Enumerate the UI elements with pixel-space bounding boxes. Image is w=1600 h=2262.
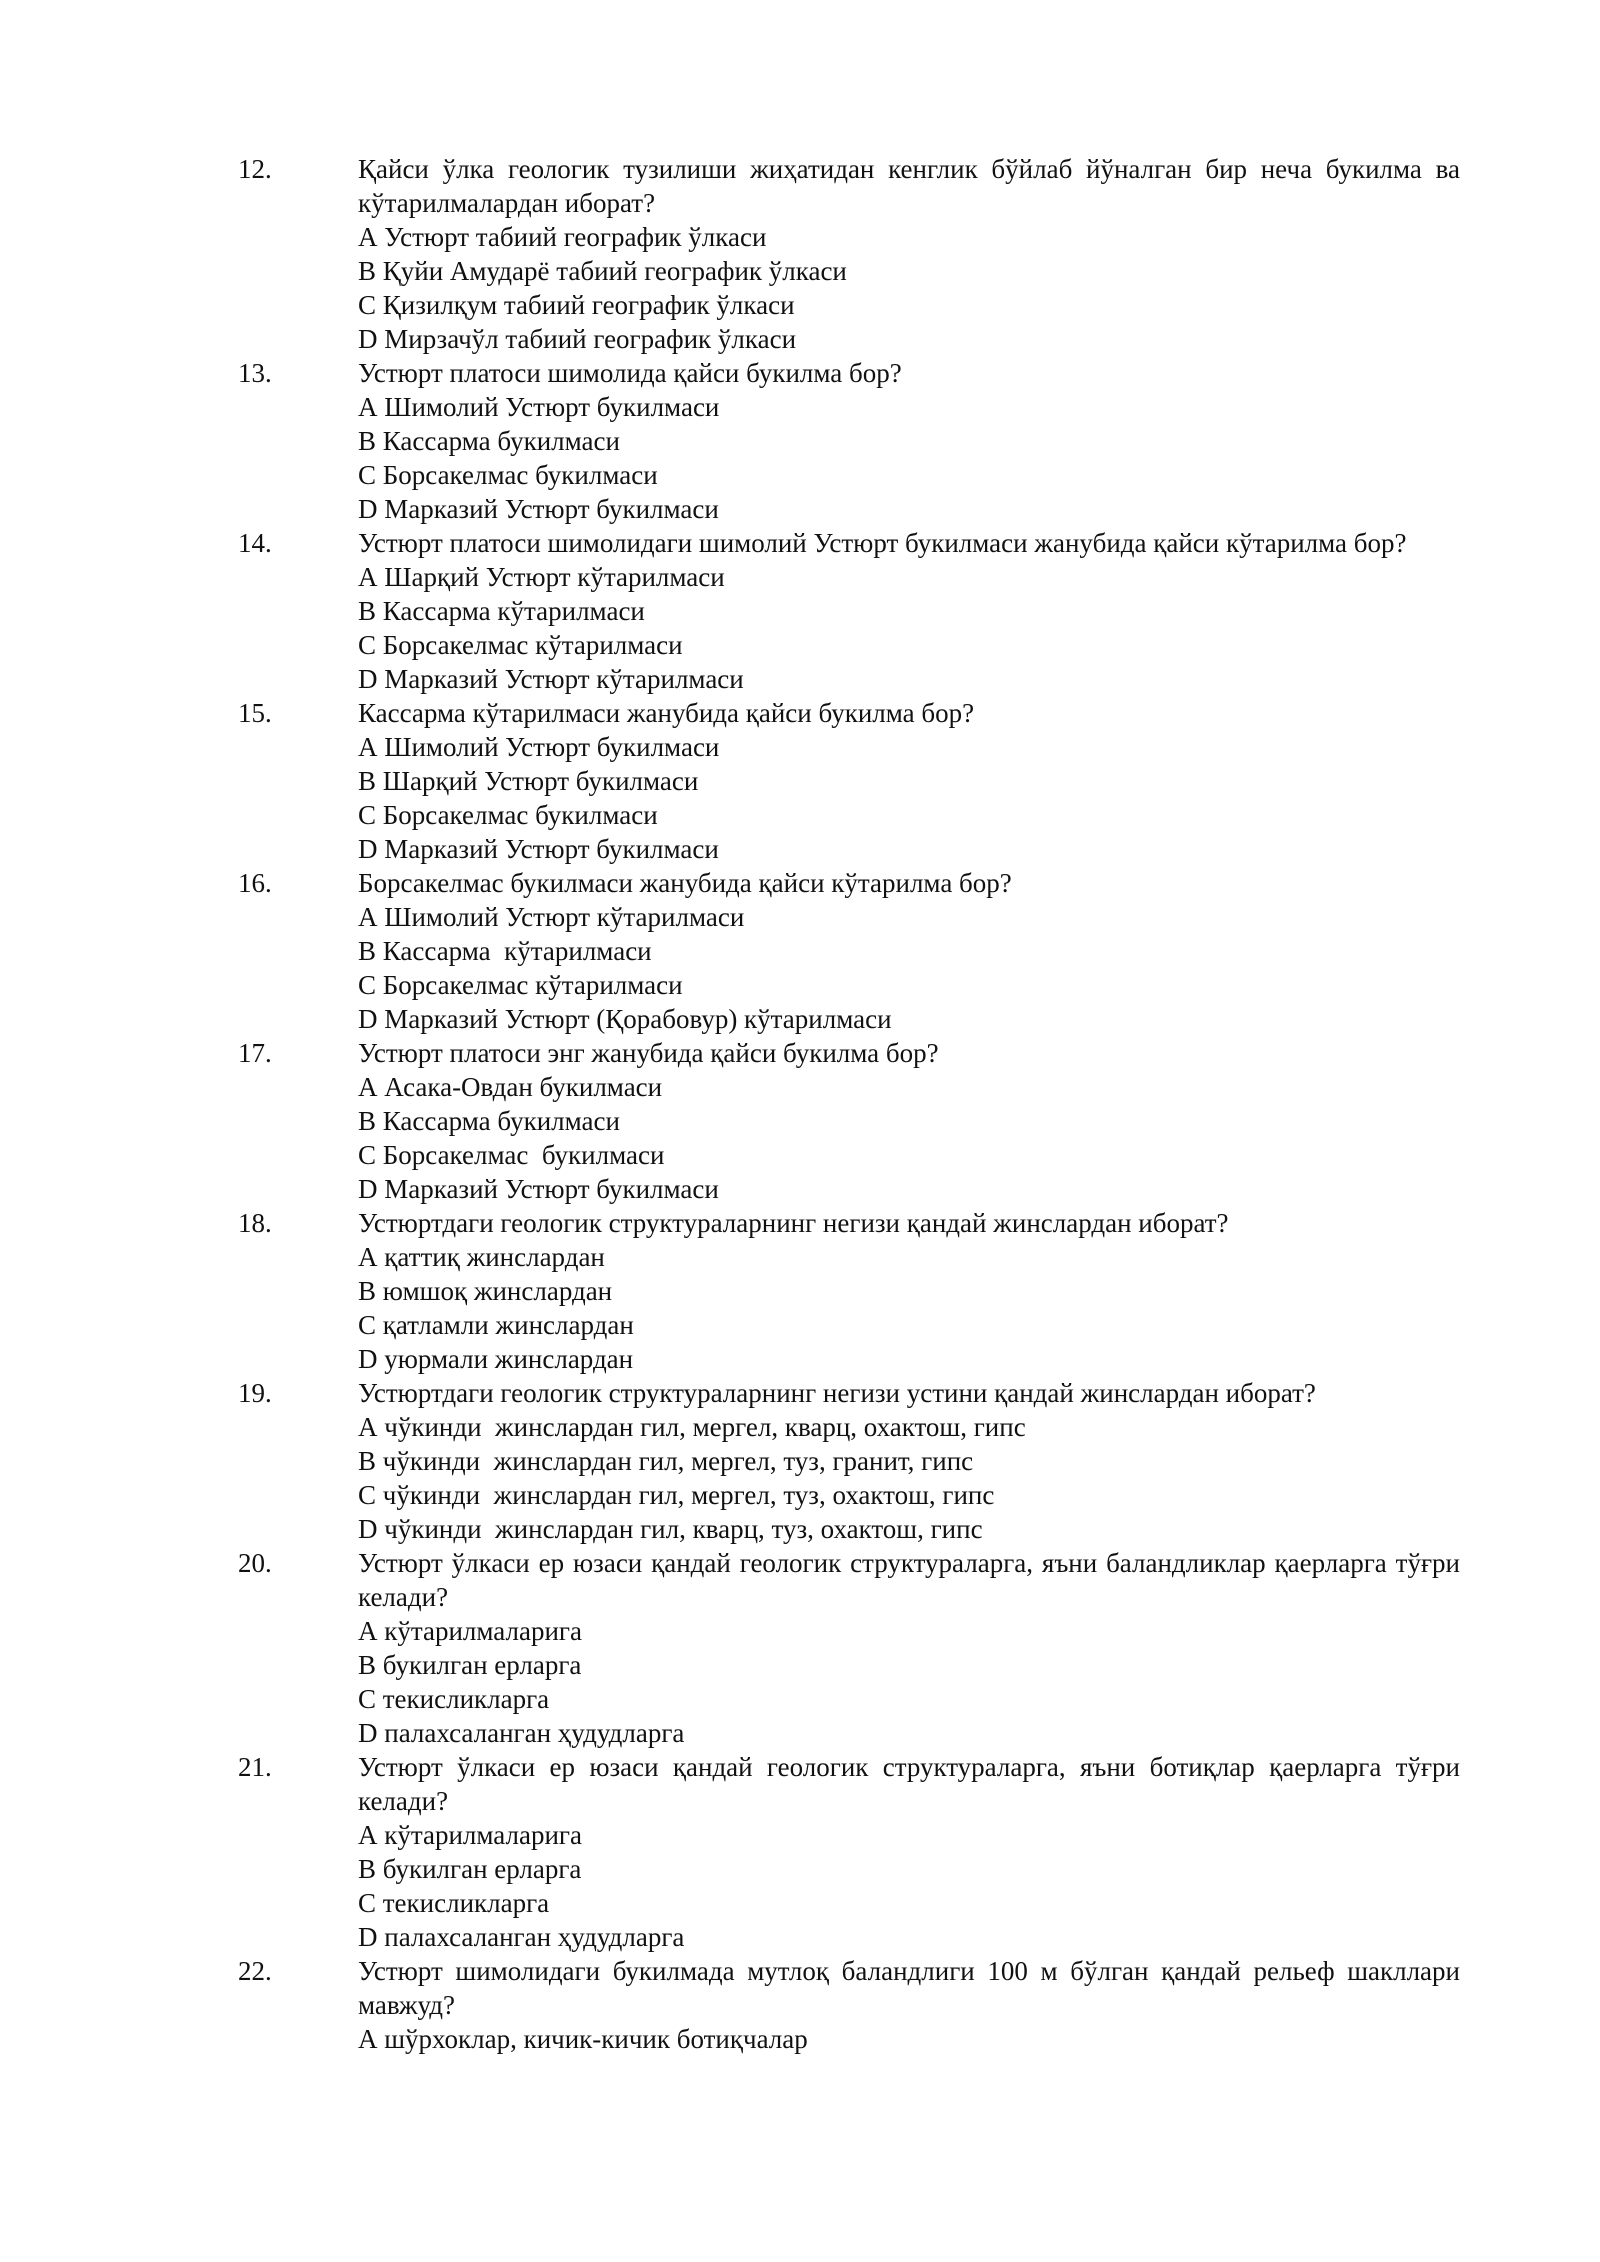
answer-option: D Марказий Устюрт букилмаси (358, 1174, 719, 1204)
answer-option: В букилган ерларга (358, 1854, 582, 1884)
question-number: 13. (238, 358, 272, 388)
answer-option: А Шимолий Устюрт кўтарилмаси (358, 902, 745, 932)
answer-option: А Устюрт табиий географик ўлкаси (358, 222, 767, 252)
answer-option: С Борсакелмас букилмаси (358, 1140, 665, 1170)
question-item (238, 1750, 1460, 1954)
answer-option: С Борсакелмас кўтарилмаси (358, 970, 683, 1000)
answer-option: А шўрхоклар, кичик-кичик ботиқчалар (358, 2024, 808, 2054)
answer-option: С чўкинди жинслардан гил, мергел, туз, охактош, гипс (358, 1480, 995, 1510)
question-text: Устюрт платоси шимолида қайси букилма бор? (358, 358, 902, 388)
answer-option: С Қизилқум табиий географик ўлкаси (358, 290, 795, 320)
question-item (238, 526, 1460, 696)
question-item (238, 696, 1460, 866)
answer-option: В юмшоқ жинслардан (358, 1276, 613, 1306)
question-number: 18. (238, 1208, 272, 1238)
question-item (238, 866, 1460, 1036)
question-item (238, 1546, 1460, 1750)
answer-option: В Кассарма кўтарилмаси (358, 596, 645, 626)
answer-option: D Марказий Устюрт букилмаси (358, 834, 719, 864)
question-number: 16. (238, 868, 272, 898)
answer-option: В букилган ерларга (358, 1650, 582, 1680)
answer-option: D уюрмали жинслардан (358, 1344, 634, 1374)
answer-option: А Асака-Овдан букилмаси (358, 1072, 663, 1102)
question-number: 22. (238, 1956, 272, 1986)
question-text: Устюрт платоси энг жанубида қайси букилма бор? (358, 1038, 939, 1068)
answer-option: В Кассарма кўтарилмаси (358, 936, 652, 966)
answer-option: А Шимолий Устюрт букилмаси (358, 732, 720, 762)
answer-option: D Марказий Устюрт (Қорабовур) кўтарилмаси (358, 1004, 892, 1034)
question-text: Устюрт ўлкаси ер юзаси қандай геологик структураларга, яъни ботиқлар қаерларга тўғри келади? (358, 1752, 1460, 1816)
question-number: 15. (238, 698, 272, 728)
answer-option: D Марказий Устюрт кўтарилмаси (358, 664, 744, 694)
question-text: Устюртдаги геологик структураларнинг негизи қандай жинслардан иборат? (358, 1208, 1229, 1238)
question-number: 12. (238, 154, 272, 184)
answer-option: В Кассарма букилмаси (358, 1106, 620, 1136)
answer-option: С қатламли жинслардан (358, 1310, 634, 1340)
answer-option: А Шарқий Устюрт кўтарилмаси (358, 562, 725, 592)
question-item (238, 152, 1460, 356)
answer-option: D чўкинди жинслардан гил, кварц, туз, охактош, гипс (358, 1514, 983, 1544)
answer-option: D Марказий Устюрт букилмаси (358, 494, 719, 524)
answer-option: А Шимолий Устюрт букилмаси (358, 392, 720, 422)
question-text: Устюрт шимолидаги букилмада мутлоқ баландлиги 100 м бўлган қандай рельеф шакллари мавжуд? (358, 1956, 1460, 2020)
question-text: Устюрт ўлкаси ер юзаси қандай геологик структураларга, яъни баландликлар қаерларга тўғри келади? (358, 1548, 1460, 1612)
answer-option: D палахсаланган ҳудудларга (358, 1922, 685, 1952)
question-text: Устюрт платоси шимолидаги шимолий Устюрт букилмаси жанубида қайси кўтарилма бор? (358, 528, 1407, 558)
answer-option: В Кассарма букилмаси (358, 426, 620, 456)
question-text: Қайси ўлка геологик тузилиши жиҳатидан кенглик бўйлаб йўналган бир неча букилма ва кўтарилмалардан иборат? (358, 154, 1460, 218)
answer-option: С текисликларга (358, 1684, 550, 1714)
answer-option: А қаттиқ жинслардан (358, 1242, 605, 1272)
answer-option: С Борсакелмас кўтарилмаси (358, 630, 683, 660)
question-item (238, 1954, 1460, 2056)
question-number: 17. (238, 1038, 272, 1068)
question-number: 19. (238, 1378, 272, 1408)
answer-option: В Қуйи Амударё табиий географик ўлкаси (358, 256, 847, 286)
answer-option: А кўтарилмаларига (358, 1820, 582, 1850)
question-item (238, 1206, 1460, 1376)
answer-option: D Мирзачўл табиий географик ўлкаси (358, 324, 797, 354)
question-number: 20. (238, 1548, 272, 1578)
answer-option: D палахсаланган ҳудудларга (358, 1718, 685, 1748)
answer-option: С Борсакелмас букилмаси (358, 800, 658, 830)
answer-option: С Борсакелмас букилмаси (358, 460, 658, 490)
answer-option: А чўкинди жинслардан гил, мергел, кварц, охактош, гипс (358, 1412, 1026, 1442)
question-number: 14. (238, 528, 272, 558)
answer-option: В Шарқий Устюрт букилмаси (358, 766, 699, 796)
question-list (238, 152, 1460, 2056)
answer-option: В чўкинди жинслардан гил, мергел, туз, гранит, гипс (358, 1446, 974, 1476)
question-item (238, 1376, 1460, 1546)
answer-option: С текисликларга (358, 1888, 550, 1918)
answer-option: А кўтарилмаларига (358, 1616, 582, 1646)
question-item (238, 356, 1460, 526)
question-text: Устюртдаги геологик структураларнинг негизи устини қандай жинслардан иборат? (358, 1378, 1316, 1408)
question-item (238, 1036, 1460, 1206)
question-text: Кассарма кўтарилмаси жанубида қайси букилма бор? (358, 698, 975, 728)
question-number: 21. (238, 1752, 272, 1782)
question-text: Борсакелмас букилмаси жанубида қайси кўтарилма бор? (358, 868, 1012, 898)
